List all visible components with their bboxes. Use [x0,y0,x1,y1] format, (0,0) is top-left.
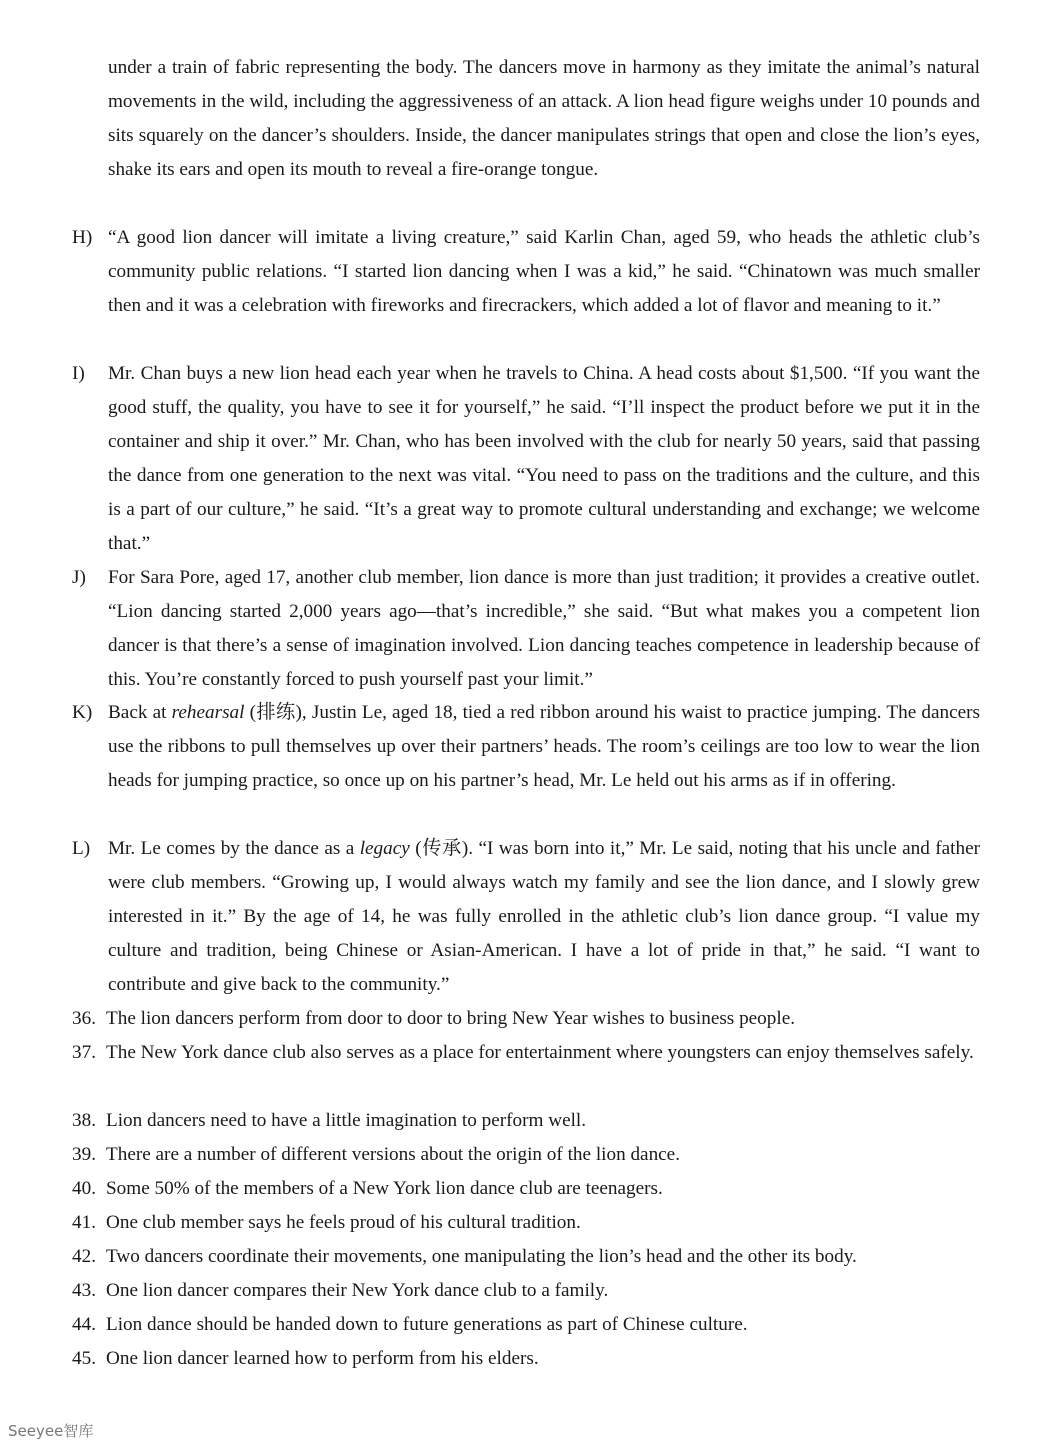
question-number: 45. [72,1348,96,1369]
question-36 [72,1002,980,1036]
question-42 [72,1240,980,1274]
paragraph-j [72,561,980,697]
question-number: 38. [72,1110,96,1131]
question-41 [72,1206,980,1240]
question-text: The New York dance club also serves as a place for entertainment where youngsters can enjoy themselves safely. [106,1042,974,1063]
question-text: Some 50% of the members of a New York lion dance club are teenagers. [106,1178,663,1199]
paragraph-text [108,696,980,798]
paragraph-l [72,832,980,1002]
question-45 [72,1342,980,1376]
paragraph-text-rest: , Justin Le, aged 18, tied a red ribbon around his waist to practice jumping. The dancers use the ribbons to pull themselves up over their partners’ heads. The room’s ceilings are too low to wear the lion heads for jumping practice, so once up on his partner’s head, Mr. Le held out his arms as if in offering. [108,702,980,791]
paragraph-h [72,221,980,323]
glossed-term: legacy [359,838,410,859]
question-text: Two dancers coordinate their movements, one manipulating the lion’s head and the other its body. [106,1246,857,1267]
paragraph-text-lead: Back at [108,702,172,723]
paragraph-label: H) [72,227,93,248]
question-39 [72,1138,980,1172]
watermark: Seeyee智库 [8,1422,94,1440]
question-37 [72,1036,980,1070]
paragraph-k [72,696,980,798]
paragraph-text: Mr. Chan buys a new lion head each year when he travels to China. A head costs about $1,500. “If you want the good stuff, the quality, you have to see it for yourself,” he said. “I’ll inspect the product before we put it in the container and ship it over.” Mr. Chan, who has been involved with the club for nearly 50 years, said that passing the dance from one generation to the next was vital. “You need to pass on the traditions and the culture, and this is a part of our culture,” he said. “It’s a great way to promote cultural understanding and exchange; we welcome that.” [108,363,980,554]
paragraph-g-continuation [72,51,980,187]
paragraph-text-rest: . “I was born into it,” Mr. Le said, noting that his uncle and father were club members. “Growing up, I would always watch my family and see the lion dance, and I slowly grew interested in it.” By the age of 14, he was fully enrolled in the athletic club’s lion dance group. “I value my culture and tradition, being Chinese or Asian-American. I have a lot of pride in that,” he said. “I want to contribute and give back to the community.” [108,838,981,995]
paragraph-i [72,357,980,561]
paragraph-label: J) [72,567,86,588]
question-text: Lion dancers need to have a little imagination to perform well. [106,1110,587,1131]
question-number: 37. [72,1042,96,1063]
chinese-gloss: (排练) [249,702,302,723]
question-text: One lion dancer learned how to perform from his elders. [106,1348,539,1369]
question-text: Lion dance should be handed down to future generations as part of Chinese culture. [106,1314,748,1335]
chinese-gloss: (传承) [415,838,469,859]
question-text: One lion dancer compares their New York dance club to a family. [106,1280,609,1301]
paragraph-label: K) [72,702,93,723]
question-number: 43. [72,1280,96,1301]
question-38 [72,1104,980,1138]
question-text: The lion dancers perform from door to door to bring New Year wishes to business people. [106,1008,796,1029]
question-number: 40. [72,1178,96,1199]
question-44 [72,1308,980,1342]
question-number: 42. [72,1246,96,1267]
question-text: One club member says he feels proud of his cultural tradition. [106,1212,581,1233]
question-43 [72,1274,980,1308]
paragraph-text-lead: Mr. Le comes by the dance as a [108,838,360,859]
question-40 [72,1172,980,1206]
question-number: 44. [72,1314,96,1335]
question-number: 41. [72,1212,96,1233]
glossed-term: rehearsal [171,702,245,723]
paragraph-text: For Sara Pore, aged 17, another club member, lion dance is more than just tradition; it provides a creative outlet. “Lion dancing started 2,000 years ago—that’s incredible,” she said. “But what makes you a competent lion dancer is that there’s a sense of imagination involved. Lion dancing teaches competence in leadership because of this. You’re constantly forced to push yourself past your limit.” [108,567,980,690]
paragraph-label: L) [72,838,91,859]
question-number: 39. [72,1144,96,1165]
paragraph-text [108,832,980,1002]
question-number: 36. [72,1008,96,1029]
paragraph-text: under a train of fabric representing the body. The dancers move in harmony as they imitate the animal’s natural movements in the wild, including the aggressiveness of an attack. A lion head figure weighs under 10 pounds and sits squarely on the dancer’s shoulders. Inside, the dancer manipulates strings that open and close the lion’s eyes, shake its ears and open its mouth to reveal a fire-orange tongue. [108,57,980,180]
paragraph-text: “A good lion dancer will imitate a living creature,” said Karlin Chan, aged 59, who heads the athletic club’s community public relations. “I started lion dancing when I was a kid,” he said. “Chinatown was much smaller then and it was a celebration with fireworks and firecrackers, which added a lot of flavor and meaning to it.” [108,227,980,316]
paragraph-label: I) [72,363,85,384]
question-text: There are a number of different versions about the origin of the lion dance. [106,1144,680,1165]
